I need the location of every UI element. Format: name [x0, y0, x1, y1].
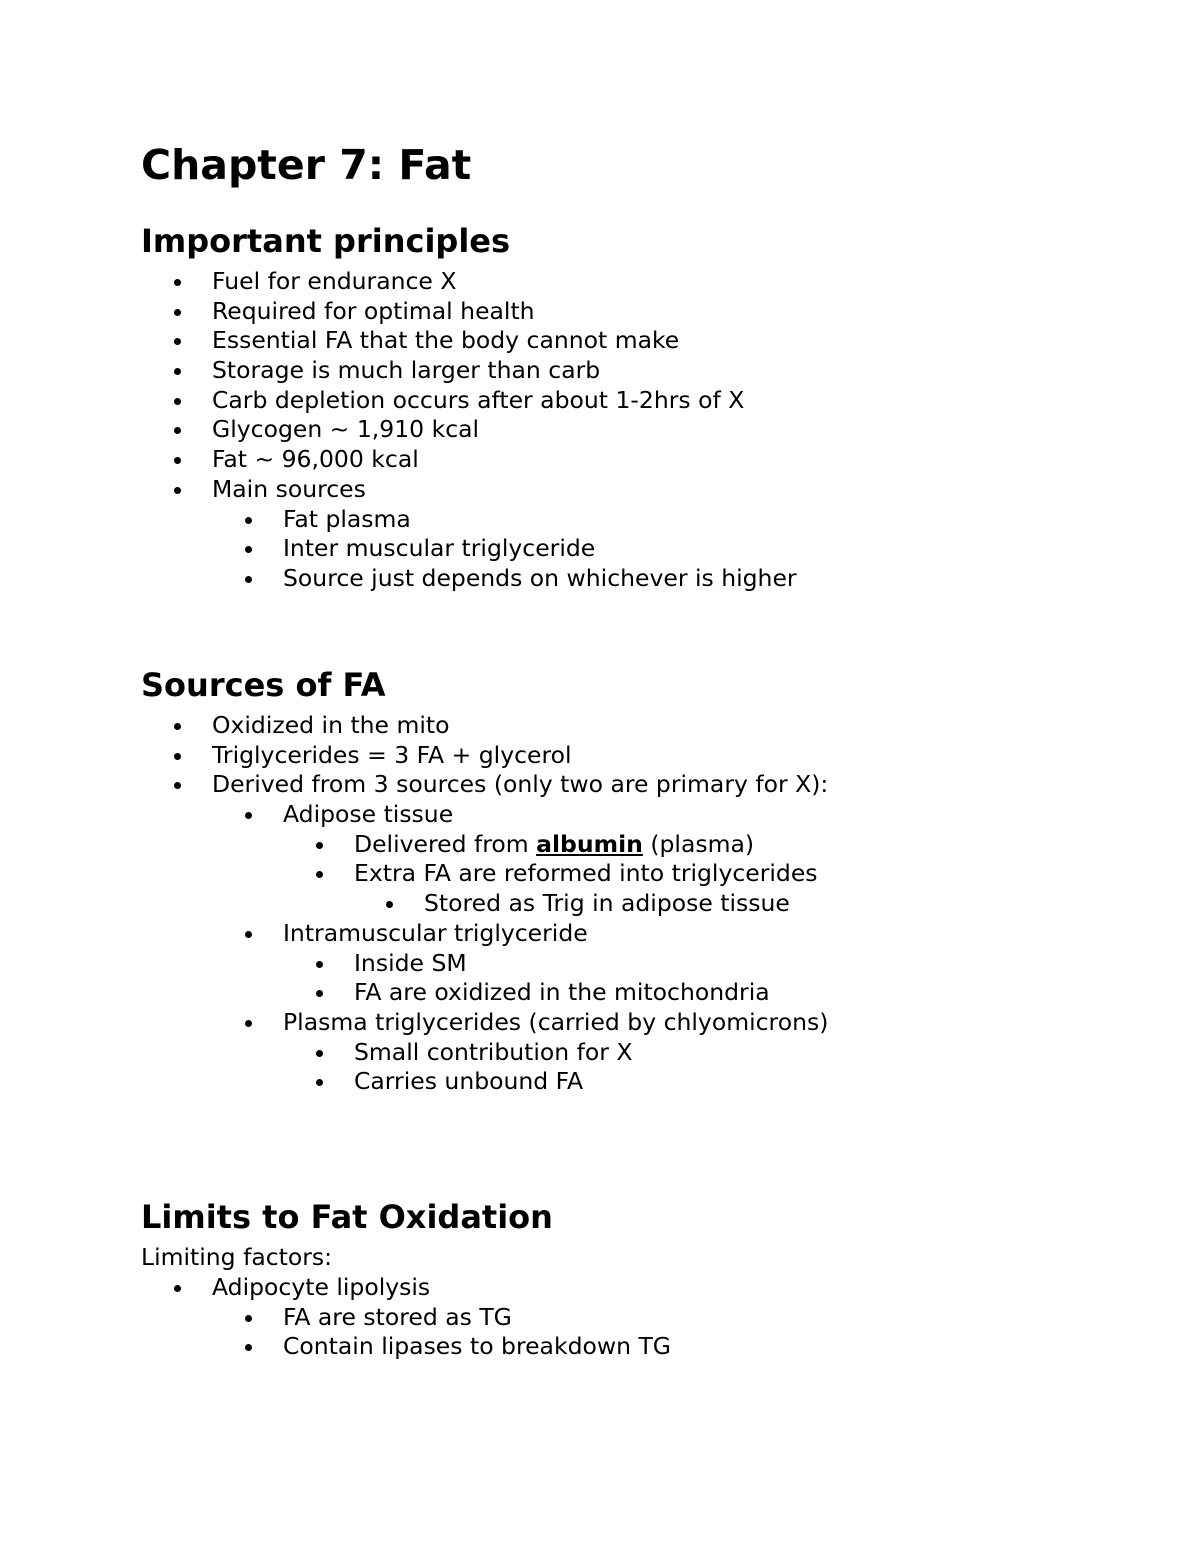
- list-item-text: Glycogen ~ 1,910 kcal: [212, 415, 480, 444]
- list-item-text: Oxidized in the mito: [212, 711, 450, 739]
- bullet-icon: [245, 812, 252, 819]
- bullet-icon: [174, 398, 181, 405]
- bullet-icon: [174, 723, 181, 730]
- list-item-text: Small contribution for X: [354, 1037, 633, 1066]
- bullet-icon: [245, 1020, 252, 1027]
- list-item-text: Inside SM: [354, 948, 467, 977]
- bullet-icon: [174, 782, 181, 789]
- bullet-icon: [174, 368, 181, 375]
- bullet-icon: [316, 871, 323, 878]
- bullet-icon: [174, 309, 181, 316]
- list-item-text: Adipocyte lipolysis: [212, 1273, 431, 1301]
- section-heading-limits-to-fat-oxidation: Limits to Fat Oxidation: [141, 1198, 553, 1236]
- list-item-text-after: (plasma): [642, 829, 755, 858]
- list-item-text: Contain lipases to breakdown TG: [283, 1332, 672, 1361]
- bullet-icon: [174, 487, 181, 494]
- bullet-icon: [174, 457, 181, 464]
- list-item-text: Triglycerides = 3 FA + glycerol: [212, 740, 572, 769]
- list-item-text: Source just depends on whichever is higher: [283, 563, 797, 592]
- section-heading-important-principles: Important principles: [141, 222, 511, 260]
- list-item-text: Inter muscular triglyceride: [283, 534, 596, 563]
- list-item-text: Adipose tissue: [283, 800, 454, 829]
- bullet-icon: [316, 961, 323, 968]
- bullet-icon: [316, 1050, 323, 1057]
- bullet-icon: [174, 427, 181, 434]
- list-item-text: FA are oxidized in the mitochondria: [354, 978, 770, 1007]
- list-item-text: Essential FA that the body cannot make: [212, 326, 680, 355]
- bullet-icon: [386, 901, 393, 908]
- bullet-icon: [245, 576, 252, 583]
- list-item-text: Carb depletion occurs after about 1-2hrs of X: [212, 385, 745, 414]
- limiting-factors-label: Limiting factors:: [141, 1243, 333, 1271]
- bullet-icon: [174, 753, 181, 760]
- bullet-icon: [245, 1315, 252, 1322]
- bullet-icon: [174, 1285, 181, 1292]
- list-item-text: Extra FA are reformed into triglycerides: [354, 859, 818, 888]
- list-item-text: Storage is much larger than carb: [212, 356, 601, 385]
- bullet-icon: [174, 338, 181, 345]
- bullet-icon: [316, 1079, 323, 1086]
- list-item-text: Fat plasma: [283, 504, 411, 533]
- section-heading-sources-of-fa: Sources of FA: [141, 666, 386, 704]
- list-item-text: Fuel for endurance X: [212, 267, 457, 295]
- bullet-icon: [174, 279, 181, 286]
- list-item-text: Required for optimal health: [212, 296, 535, 325]
- page-title: Chapter 7: Fat: [141, 141, 472, 189]
- emphasized-term: albumin: [536, 829, 643, 858]
- bullet-icon: [316, 842, 323, 849]
- list-item-text: [354, 830, 754, 860]
- list-item-text: Plasma triglycerides (carried by chlyomicrons): [283, 1007, 829, 1036]
- list-item-text: Stored as Trig in adipose tissue: [424, 889, 790, 918]
- bullet-icon: [245, 517, 252, 524]
- list-item-text: Carries unbound FA: [354, 1067, 584, 1096]
- list-item-text: Fat ~ 96,000 kcal: [212, 445, 419, 474]
- bullet-icon: [245, 931, 252, 938]
- bullet-icon: [245, 1344, 252, 1351]
- list-item-text-before: Delivered from: [354, 829, 537, 858]
- list-item-text: Main sources: [212, 474, 366, 503]
- bullet-icon: [316, 990, 323, 997]
- list-item-text: Intramuscular triglyceride: [283, 918, 588, 947]
- bullet-icon: [245, 546, 252, 553]
- list-item-text: FA are stored as TG: [283, 1302, 512, 1331]
- list-item-text: Derived from 3 sources (only two are primary for X):: [212, 770, 829, 799]
